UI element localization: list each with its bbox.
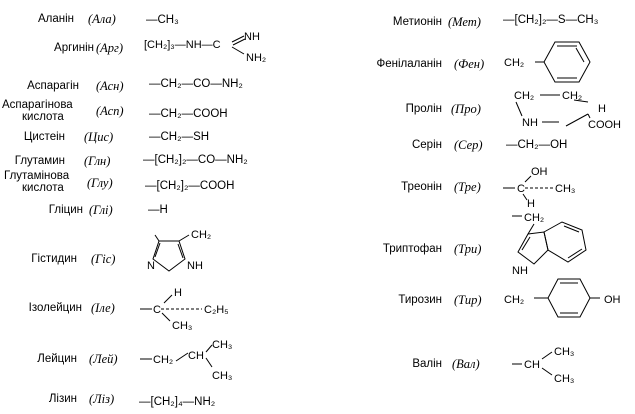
valine-ch3-a: CH₃ bbox=[554, 346, 575, 358]
arginine-nh2: NH₂ bbox=[246, 52, 267, 64]
abbr-tyrosine: (Тир) bbox=[454, 293, 482, 307]
name-proline: Пролін bbox=[405, 103, 442, 115]
formula-lysine: —[CH₂]₄—NH₂ bbox=[139, 396, 216, 408]
abbr-lysine: (Ліз) bbox=[89, 392, 115, 406]
name-isoleucine: Ізолейцин bbox=[28, 302, 82, 314]
abbr-methionine: (Мет) bbox=[448, 15, 481, 29]
phenylalanine-ch2: CH₂ bbox=[504, 57, 525, 69]
name-arginine: Аргинін bbox=[54, 42, 94, 54]
formula-tyrosine bbox=[504, 276, 635, 326]
name-valine: Валін bbox=[412, 358, 442, 370]
formula-glycine: —H bbox=[148, 204, 168, 216]
name-methionine: Метионін bbox=[392, 16, 442, 28]
formula-isoleucine bbox=[140, 285, 250, 335]
tyrosine-oh: OH bbox=[604, 294, 621, 306]
arginine-nh: NH bbox=[244, 31, 260, 43]
formula-asparagine: —CH₂—CO—NH₂ bbox=[149, 78, 243, 90]
abbr-alanine: (Ала) bbox=[88, 12, 116, 26]
name-glutamic-acid-1: Глутамінова bbox=[4, 170, 70, 182]
histidine-ch2: CH₂ bbox=[191, 229, 212, 241]
proline-nh: NH bbox=[522, 117, 538, 129]
abbr-glycine: (Глі) bbox=[89, 203, 113, 217]
formula-glutamine: —[CH₂]₂—CO—NH₂ bbox=[143, 154, 248, 166]
abbr-cysteine: (Цис) bbox=[84, 130, 114, 144]
abbr-threonine: (Тре) bbox=[454, 180, 481, 194]
isoleucine-c: C bbox=[153, 304, 161, 316]
isoleucine-c2h5: C₂H₅ bbox=[204, 304, 229, 316]
abbr-serine: (Сер) bbox=[454, 138, 483, 152]
name-histidine: Гістидин bbox=[31, 253, 77, 265]
name-cysteine: Цистеін bbox=[23, 131, 65, 143]
threonine-h: H bbox=[527, 198, 535, 210]
abbr-proline: (Про) bbox=[451, 102, 481, 116]
abbr-glutamic-acid: (Глу) bbox=[87, 176, 113, 190]
threonine-oh: OH bbox=[531, 166, 548, 178]
formula-methionine: —[CH₂]₂—S—CH₃ bbox=[503, 14, 599, 26]
proline-h: H bbox=[598, 103, 606, 115]
name-phenylalanine: Фенілаланін bbox=[376, 58, 442, 70]
name-serine: Серін bbox=[411, 139, 442, 151]
formula-tryptophan bbox=[508, 204, 608, 278]
arginine-chain: [CH₂]₃—NH—C bbox=[144, 39, 221, 51]
histidine-nh: NH bbox=[187, 260, 203, 272]
formula-aspartic-acid: —CH₂—COOH bbox=[149, 108, 228, 120]
name-glycine: Гліцин bbox=[48, 204, 83, 216]
threonine-c: C bbox=[517, 183, 525, 195]
formula-histidine bbox=[145, 225, 225, 285]
histidine-n: N bbox=[147, 260, 155, 272]
name-tryptophan: Триптофан bbox=[382, 243, 442, 255]
leucine-ch2: CH₂ bbox=[153, 354, 174, 366]
abbr-histidine: (Гіс) bbox=[91, 252, 116, 266]
threonine-ch3: CH₃ bbox=[555, 183, 576, 195]
abbr-tryptophan: (Три) bbox=[454, 242, 482, 256]
valine-ch: CH bbox=[524, 359, 540, 371]
tyrosine-ch2: CH₂ bbox=[504, 294, 525, 306]
tryptophan-ch2: CH₂ bbox=[524, 212, 545, 224]
abbr-glutamine: (Глн) bbox=[84, 154, 111, 168]
proline-cooh: COOH bbox=[588, 119, 621, 131]
name-tyrosine: Тирозин bbox=[398, 294, 442, 306]
abbr-valine: (Вал) bbox=[452, 357, 480, 371]
proline-ch2-a: CH₂ bbox=[514, 90, 535, 102]
name-aspartic-acid-1: Аспарагінова bbox=[2, 99, 73, 111]
abbr-phenylalanine: (Фен) bbox=[454, 57, 485, 71]
formula-threonine bbox=[503, 164, 593, 208]
formula-phenylalanine bbox=[504, 38, 594, 88]
abbr-asparagine: (Асн) bbox=[96, 79, 124, 93]
tryptophan-nh: NH bbox=[512, 265, 528, 277]
abbr-leucine: (Лей) bbox=[89, 352, 118, 366]
leucine-ch: CH bbox=[188, 350, 204, 362]
name-lysine: Лізин bbox=[48, 393, 77, 405]
formula-alanine: —CH₃ bbox=[146, 14, 179, 26]
name-glutamine: Глутамин bbox=[14, 155, 65, 167]
isoleucine-ch3: CH₃ bbox=[172, 320, 193, 332]
formula-valine bbox=[512, 340, 592, 390]
abbr-arginine: (Арг) bbox=[96, 41, 124, 55]
formula-serine: —CH₂—OH bbox=[506, 139, 568, 151]
name-alanine: Аланін bbox=[37, 13, 74, 25]
name-threonine: Треонін bbox=[401, 181, 442, 193]
valine-ch3-b: CH₃ bbox=[554, 373, 575, 385]
formula-leucine bbox=[140, 335, 240, 385]
abbr-aspartic-acid: (Асп) bbox=[96, 104, 124, 118]
formula-arginine bbox=[140, 28, 280, 68]
name-aspartic-acid-2: кислота bbox=[22, 111, 64, 123]
leucine-ch3-a: CH₃ bbox=[212, 339, 233, 351]
isoleucine-h: H bbox=[174, 287, 182, 299]
formula-cysteine: —CH₂—SH bbox=[149, 131, 210, 143]
name-glutamic-acid-2: кислота bbox=[22, 182, 64, 194]
formula-glutamic-acid: —[CH₂]₂—COOH bbox=[145, 180, 235, 192]
abbr-isoleucine: (Іле) bbox=[91, 301, 115, 315]
leucine-ch3-b: CH₃ bbox=[212, 370, 233, 382]
name-leucine: Лейцин bbox=[37, 353, 77, 365]
proline-ch2-b: CH₂ bbox=[562, 90, 583, 102]
formula-proline bbox=[504, 86, 634, 136]
name-asparagine: Аспарагін bbox=[27, 80, 79, 92]
